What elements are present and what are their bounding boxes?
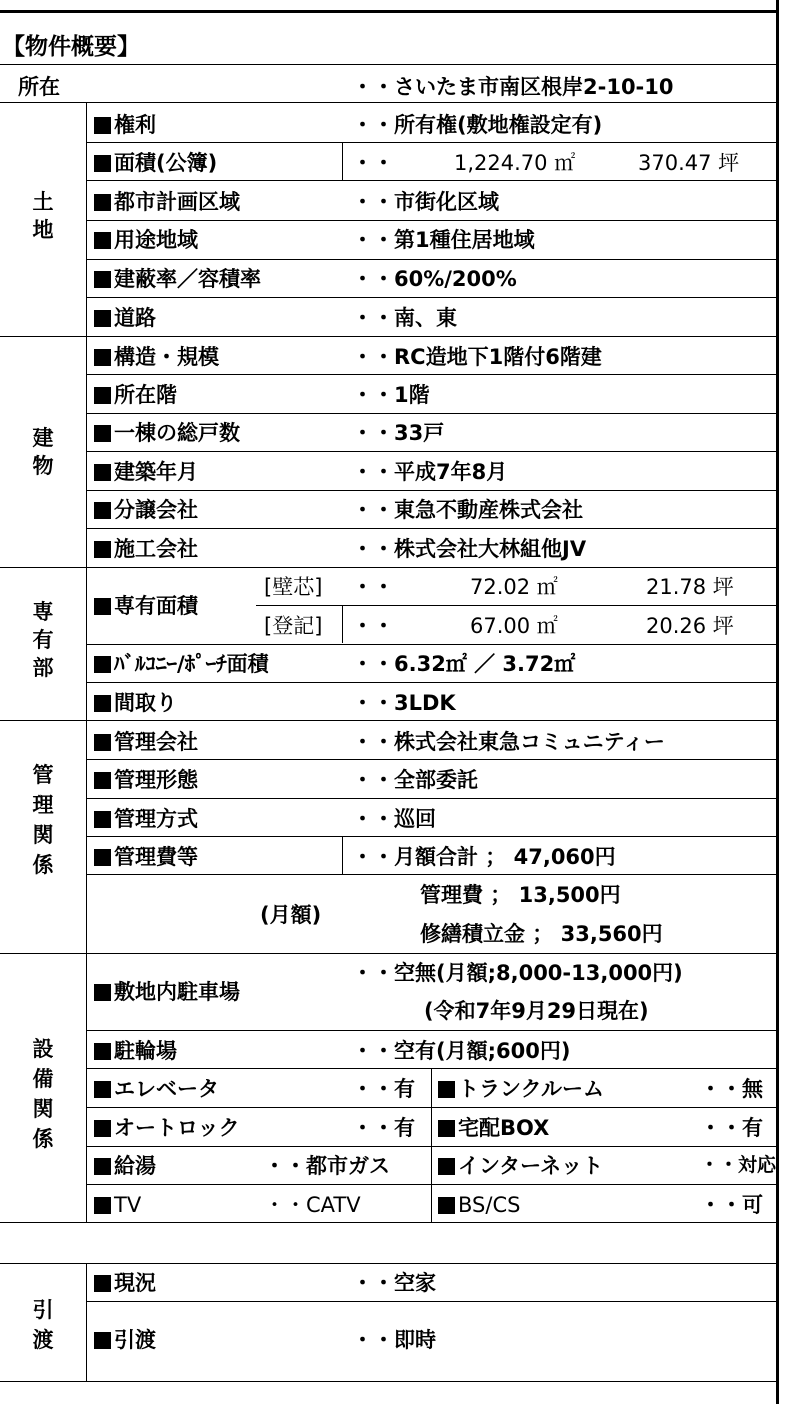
square-bullet-icon (94, 598, 111, 615)
rule (86, 180, 777, 181)
rule (0, 1222, 777, 1223)
rule (86, 142, 777, 143)
mgmt-form-value: ・・全部委託 (352, 768, 478, 792)
square-bullet-icon (438, 1197, 455, 1214)
units-label: 一棟の総戸数 (94, 423, 240, 444)
mgmt-form-label: 管理形態 (94, 770, 198, 791)
square-bullet-icon (438, 1158, 455, 1175)
builder-value: ・・株式会社大林組他JV (352, 537, 587, 561)
area-cell-divider (342, 142, 343, 180)
parking-label: 敷地内駐車場 (94, 982, 240, 1003)
wall-sqm: 72.02 ㎡ (470, 575, 558, 599)
rule (0, 336, 777, 337)
rule (86, 1107, 777, 1108)
land-area-label: 面積(公簿) (94, 153, 217, 174)
square-bullet-icon (438, 1120, 455, 1137)
registry-tsubo: 20.26 坪 (646, 614, 734, 638)
delivery-label: 宅配BOX (438, 1118, 549, 1139)
rule (0, 567, 777, 568)
mgmt-fees-label: 管理費等 (94, 847, 198, 868)
bicycle-value: ・・空有(月額;600円) (352, 1039, 571, 1063)
private-area-label: 専有面積 (94, 596, 198, 617)
bscs-value: ・・可 (700, 1193, 763, 1217)
top-box-bottom (0, 10, 779, 13)
bscs-label: BS/CS (438, 1195, 520, 1216)
square-bullet-icon (94, 656, 111, 673)
land-category: 土 地 (32, 190, 54, 242)
structure-value: ・・RC造地下1階付6階建 (352, 345, 602, 369)
management-category: 管 理 関 係 (32, 763, 54, 877)
land-zoning-label: 用途地域 (94, 230, 198, 251)
rule (0, 1381, 777, 1382)
frame-right (776, 0, 779, 1404)
rule (86, 1030, 777, 1031)
hotwater-value: ・・都市ガス (264, 1154, 390, 1178)
rule (86, 836, 777, 837)
square-bullet-icon (94, 811, 111, 828)
location-value: ・・さいたま市南区根岸2-10-10 (352, 75, 674, 99)
rule (0, 953, 777, 954)
square-bullet-icon (94, 502, 111, 519)
square-bullet-icon (94, 1197, 111, 1214)
private-category: 専 有 部 (32, 600, 54, 680)
mgmt-company-value: ・・株式会社東急コミュニティー (352, 730, 665, 754)
rule (86, 490, 777, 491)
rule (86, 259, 777, 260)
rule (0, 720, 777, 721)
layout-label: 間取り (94, 693, 177, 714)
square-bullet-icon (94, 117, 111, 134)
balcony-value: ・・6.32㎡ ／ 3.72㎡ (352, 652, 576, 676)
rule (86, 1184, 777, 1185)
elevator-label: エレベータ (94, 1079, 219, 1100)
square-bullet-icon (94, 734, 111, 751)
status-value: ・・空家 (352, 1271, 436, 1295)
mgmt-fee: 管理費 ； 13,500円 (420, 883, 621, 907)
repair-fund: 修繕積立金 ； 33,560円 (420, 922, 663, 946)
rule (86, 1301, 777, 1302)
square-bullet-icon (94, 849, 111, 866)
trunk-label: トランクルーム (438, 1079, 604, 1100)
built-label: 建築年月 (94, 462, 198, 483)
wall-label: [壁芯] (264, 575, 323, 599)
square-bullet-icon (438, 1081, 455, 1098)
rule (86, 759, 777, 760)
tv-label: TV (94, 1195, 141, 1216)
square-bullet-icon (94, 541, 111, 558)
fees-divider (342, 836, 343, 874)
wall-tsubo: 21.78 坪 (646, 575, 734, 599)
building-category: 建 物 (32, 426, 54, 478)
timing-label: 引渡 (94, 1330, 156, 1351)
land-ratio-label: 建蔽率／容積率 (94, 269, 261, 290)
land-area-dots: ・・ (352, 151, 394, 175)
floor-label: 所在階 (94, 385, 177, 406)
category-divider-2 (86, 1263, 87, 1381)
land-planning-value: ・・市街化区域 (352, 190, 499, 214)
land-road-value: ・・南、東 (352, 306, 457, 330)
parking-value2: (令和7年9月29日現在) (424, 999, 649, 1023)
timing-value: ・・即時 (352, 1328, 436, 1352)
facilities-category: 設 備 関 係 (32, 1037, 54, 1151)
seller-label: 分譲会社 (94, 500, 198, 521)
autolock-label: オートロック (94, 1118, 240, 1139)
rule (0, 64, 777, 65)
units-value: ・・33戸 (352, 421, 445, 445)
autolock-value: ・・有 (352, 1116, 415, 1140)
tv-value: ・・CATV (264, 1193, 361, 1217)
built-value: ・・平成7年8月 (352, 460, 508, 484)
square-bullet-icon (94, 1120, 111, 1137)
square-bullet-icon (94, 464, 111, 481)
square-bullet-icon (94, 1158, 111, 1175)
internet-value: ・・対応 (700, 1154, 777, 1176)
square-bullet-icon (94, 155, 111, 172)
floor-value: ・・1階 (352, 383, 430, 407)
builder-label: 施工会社 (94, 539, 198, 560)
rule (0, 1263, 777, 1264)
mgmt-method-value: ・・巡回 (352, 807, 436, 831)
wall-dots: ・・ (352, 575, 394, 599)
mgmt-method-label: 管理方式 (94, 809, 198, 830)
square-bullet-icon (94, 1332, 111, 1349)
rule (86, 1146, 777, 1147)
square-bullet-icon (94, 1275, 111, 1292)
elevator-value: ・・有 (352, 1077, 415, 1101)
balcony-label: ﾊﾞﾙｺﾆｰ/ﾎﾟｰﾁ面積 (94, 654, 269, 675)
square-bullet-icon (94, 984, 111, 1001)
registry-sqm: 67.00 ㎡ (470, 614, 558, 638)
rule (86, 413, 777, 414)
square-bullet-icon (94, 349, 111, 366)
rule (86, 874, 777, 875)
square-bullet-icon (94, 695, 111, 712)
rule (256, 605, 777, 606)
parking-value1: ・・空無(月額;8,000-13,000円) (352, 961, 683, 985)
square-bullet-icon (94, 194, 111, 211)
land-area-sqm: 1,224.70 ㎡ (454, 151, 576, 175)
registry-label: [登記] (264, 614, 323, 638)
structure-label: 構造・規模 (94, 347, 219, 368)
land-area-tsubo: 370.47 坪 (638, 151, 740, 175)
delivery-value: ・・有 (700, 1116, 763, 1140)
land-zoning-value: ・・第1種住居地域 (352, 228, 535, 252)
land-rights-label: 権利 (94, 115, 156, 136)
rule (86, 644, 777, 645)
land-rights-value: ・・所有権(敷地権設定有) (352, 113, 603, 137)
square-bullet-icon (94, 425, 111, 442)
land-planning-label: 都市計画区域 (94, 192, 240, 213)
registry-dots: ・・ (352, 614, 394, 638)
square-bullet-icon (94, 772, 111, 789)
category-divider (86, 102, 87, 1222)
rule (86, 682, 777, 683)
rule (0, 102, 777, 103)
rule (86, 798, 777, 799)
monthly-label: (月額) (260, 903, 322, 927)
square-bullet-icon (94, 387, 111, 404)
seller-value: ・・東急不動産株式会社 (352, 498, 583, 522)
land-ratio-value: ・・60%/200% (352, 267, 517, 291)
square-bullet-icon (94, 1043, 111, 1060)
square-bullet-icon (94, 1081, 111, 1098)
square-bullet-icon (94, 271, 111, 288)
rule (86, 374, 777, 375)
rule (86, 297, 777, 298)
mgmt-fees-value: ・・月額合計 ； 47,060円 (352, 845, 616, 869)
internet-label: インターネット (438, 1156, 603, 1177)
mgmt-company-label: 管理会社 (94, 732, 198, 753)
rule (86, 220, 777, 221)
section-title: 【物件概要】 (2, 34, 140, 60)
layout-value: ・・3LDK (352, 691, 456, 715)
trunk-value: ・・無 (700, 1077, 763, 1101)
rule (86, 451, 777, 452)
bicycle-label: 駐輪場 (94, 1041, 177, 1062)
location-label: 所在 (18, 75, 60, 99)
hotwater-label: 給湯 (94, 1156, 156, 1177)
rule (86, 528, 777, 529)
facility-mid-divider (431, 1068, 432, 1222)
private-divider (342, 605, 343, 643)
square-bullet-icon (94, 310, 111, 327)
status-label: 現況 (94, 1273, 156, 1294)
square-bullet-icon (94, 232, 111, 249)
land-road-label: 道路 (94, 308, 156, 329)
handover-category: 引 渡 (32, 1298, 54, 1352)
